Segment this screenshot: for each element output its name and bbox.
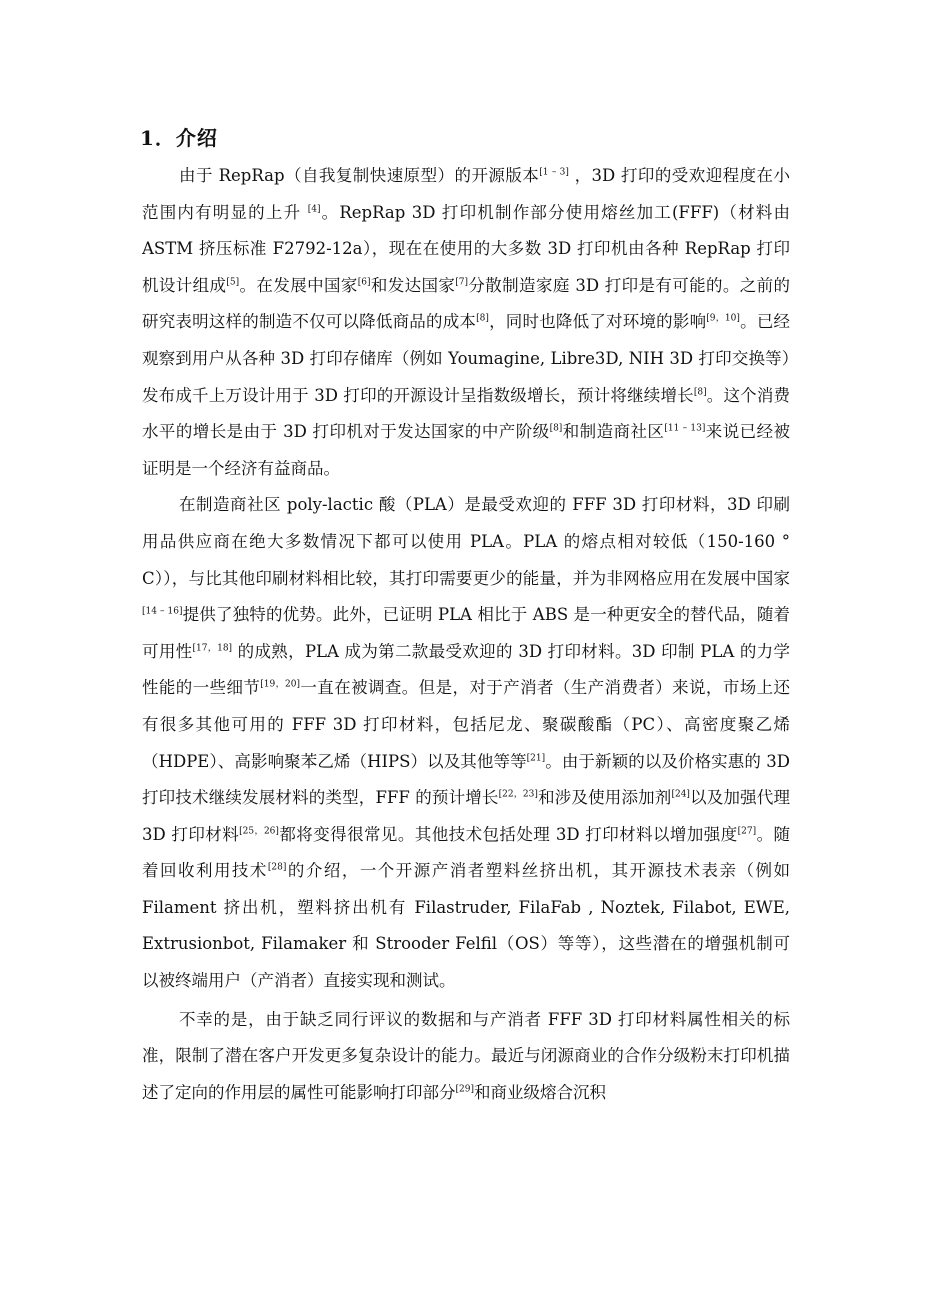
text-run: 在制造商社区 poly-lactic 酸（PLA）是最受欢迎的 FFF 3D 打印材料，3D 印刷用品供应商在绝大多数情况下都可以使用 PLA。PLA 的熔点相对较低（150-160 ° C）），与比其他印刷材料相比较，其打印需要更少的能量，并为非网格应用在发展中国家 (142, 495, 790, 588)
citation-superscript: [8] (476, 313, 489, 324)
text-run: 和商业级熔合沉积 (473, 1082, 606, 1102)
text-run: 。RepRap 3D 打印机制作部分使用熔丝加工(FFF)（材料由 ASTM 挤压标准 F2792-12a），现在在使用的大多数 3D 打印机由各种 RepRap 打印机设计组成 (142, 202, 790, 295)
citation-superscript: [8] (549, 423, 563, 434)
text-run: 和发达国家 (370, 275, 456, 295)
text-run: 。随着回收利用技术 (142, 824, 790, 881)
citation-superscript: [27] (737, 826, 757, 837)
citation-superscript: [25，26] (239, 826, 279, 837)
text-run: 的介绍，一个开源产消者塑料丝挤出机，其开源技术表亲（例如 Filament 挤出机，塑料挤出机有 Filastruder, FilaFab , Noztek, Filabot, EWE, Extrusionbot, Filamaker 和 Strooder Felfil（OS）等等），这些潜在的增强机制可以被终端用户（产消者）直接实现和测试。 (142, 861, 791, 991)
citation-superscript: [17，18] (192, 643, 233, 654)
text-run: 一直在被调查。但是，对于产消者（生产消费者）来说，市场上还有很多其他可用的 FFF 3D 打印材料，包括尼龙、聚碳酸酯（PC）、高密度聚乙烯（HDPE）、高影响聚苯乙烯（HIPS）以及其他等等 (142, 678, 791, 771)
text-run: 由于 RepRap（自我复制快速原型）的开源版本 (179, 166, 540, 185)
text-run: 来说已经被证明是一个经济有益商品。 (142, 422, 791, 478)
text-run: 提供了独特的优势。此外，已证明 PLA 相比于 ABS 是一种更安全的替代品，随着可用性 (142, 605, 790, 661)
citation-superscript: [14 – 16] (142, 606, 183, 617)
citation-superscript: [21] (526, 753, 546, 763)
text-run: ，同时也降低了对环境的影响 (488, 312, 707, 332)
citation-superscript: [28] (267, 862, 287, 873)
text-run: 。已经观察到用户从各种 3D 打印存储库（例如 Youmagine, Libre3D, NIH 3D 打印交换等）发布成千上万设计用于 3D 打印的开源设计呈指数级增长，预计将继续增长 (142, 312, 791, 405)
citation-superscript: [29] (455, 1084, 474, 1095)
section-heading: 1．介绍 (140, 126, 218, 150)
citation-superscript: [6] (357, 277, 371, 288)
citation-superscript: [5] (226, 277, 240, 288)
body-text (142, 158, 790, 1111)
paragraph-3 (142, 1002, 790, 1112)
citation-superscript: [24] (671, 789, 690, 800)
citation-superscript: [7] (455, 277, 469, 288)
text-run: 的成熟，PLA 成为第二款最受欢迎的 3D 打印材料。3D 印制 PLA 的力学性能的一些细节 (142, 641, 790, 698)
text-run: 和制造商社区 (562, 422, 665, 442)
citation-superscript: [22，23] (498, 789, 538, 800)
citation-superscript: [9，10] (706, 313, 740, 324)
text-run: 都将变得很常见。其他技术包括处理 3D 打印材料以增加强度 (278, 824, 738, 844)
text-run: ，3D 打印的受欢迎程度在小范围内有明显的上升 (142, 166, 791, 222)
citation-superscript: [8] (693, 387, 707, 398)
text-run: 分散制造家庭 3D 打印是有可能的。之前的研究表明这样的制造不仅可以降低商品的成本 (142, 275, 791, 332)
citation-superscript: [4] (307, 204, 321, 215)
text-run: 以及加强代理 3D 打印材料 (142, 788, 791, 844)
text-run: 。这个消费水平的增长是由于 3D 打印机对于发达国家的中产阶级 (142, 385, 791, 442)
text-run: 和涉及使用添加剂 (537, 788, 672, 808)
citation-superscript: [11 – 13] (664, 423, 706, 434)
paragraph-2 (142, 487, 790, 999)
text-run: 不幸的是，由于缺乏同行评议的数据和与产消者 FFF 3D 打印材料属性相关的标准，限制了潜在客户开发更多复杂设计的能力。最近与闭源商业的合作分级粉末打印机描述了定向的作用层的属性可能影响打印部分 (142, 1009, 790, 1102)
text-run: 。在发展中国家 (239, 275, 358, 295)
citation-superscript: [1 – 3] (539, 167, 569, 178)
text-run: 。由于新颖的以及价格实惠的 3D 打印技术继续发展材料的类型，FFF 的预计增长 (142, 751, 791, 808)
paragraph-1 (142, 158, 790, 487)
citation-superscript: [19，20] (260, 679, 301, 690)
